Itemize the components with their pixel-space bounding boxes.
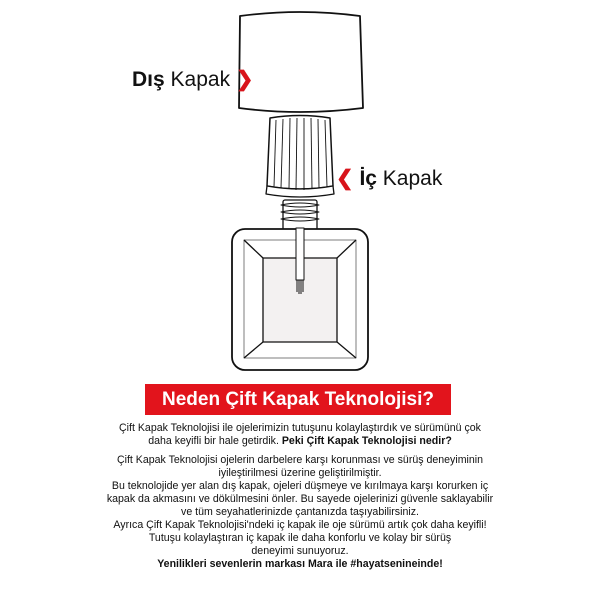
- section-title-banner: [145, 384, 451, 415]
- chevron-left-icon: ❮: [336, 167, 354, 190]
- explanation-line-6: Ayrıca Çift Kapak Teknolojisi'ndeki iç kapak ile oje sürümü artık çok daha keyifli!: [113, 519, 487, 531]
- explanation-line-1: Çift Kapak Teknolojisi ojelerin darbelere karşı korunması ve sürüş deneyiminin: [116, 454, 484, 466]
- description-text-block: [95, 422, 505, 577]
- intro-line-1: Çift Kapak Teknolojisi ile ojelerimizin tutuşunu kolaylaştırdık ve sürümünü çok: [119, 422, 481, 434]
- section-title: Neden Çift Kapak Teknolojisi?: [161, 389, 435, 410]
- inner-cap-label: [336, 168, 442, 189]
- bottle-neck-shape: [281, 200, 319, 230]
- inner-cap-label-rest: Kapak: [376, 167, 443, 190]
- intro-line-2: daha keyifli bir hale getirdik.: [148, 435, 282, 447]
- explanation-line-5: ve tüm seyahatlerinizde çantanızda taşıyabilirsiniz.: [181, 506, 419, 518]
- explanation-line-7: Tutuşu kolaylaştıran iç kapak ile daha konforlu ve kolay bir sürüş: [148, 532, 452, 544]
- intro-question: Peki Çift Kapak Teknolojisi nedir?: [281, 435, 452, 447]
- inner-cap-label-bold: İç: [359, 167, 377, 190]
- inner-cap-shape: [266, 116, 334, 198]
- outer-cap-label: [132, 69, 254, 90]
- explanation-paragraph: [95, 454, 505, 571]
- explanation-line-2: iyileştirilmesi üzerine geliştirilmiştir.: [218, 467, 382, 479]
- explanation-line-3: Bu teknolojide yer alan dış kapak, ojeleri düşmeye ve kırılmaya karşı korurken iç: [111, 480, 489, 492]
- chevron-right-icon: ❯: [235, 68, 254, 91]
- explanation-line-8: deneyimi sunuyoruz.: [251, 545, 349, 557]
- explanation-line-4: kapak da akmasını ve dökülmesini önler. Bu sayede ojelerinizi güvenle saklayabilir: [106, 493, 494, 505]
- brand-slogan: Yenilikleri sevenlerin markası Mara ile #hayatsenineinde!: [157, 558, 443, 570]
- outer-cap-shape: [239, 12, 363, 112]
- outer-cap-label-rest: Kapak: [164, 68, 231, 91]
- outer-cap-label-bold: Dış: [132, 68, 165, 91]
- intro-paragraph: [95, 422, 505, 448]
